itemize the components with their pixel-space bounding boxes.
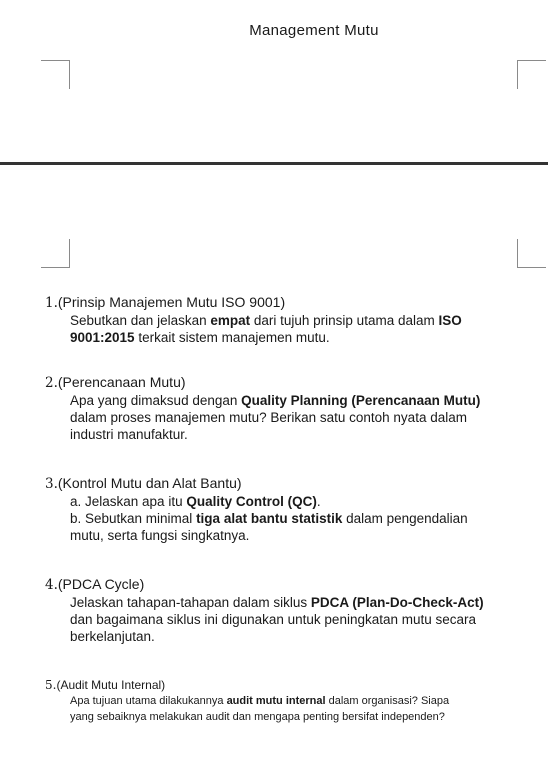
body-line: mutu, serta fungsi singkatnya. [70,528,250,543]
crop-mark-bottom-right [517,239,546,268]
body-line: berkelanjutan. [70,629,155,644]
question-body [70,594,515,645]
question-body [70,392,515,443]
question-title: (Perencanaan Mutu) [57,374,186,390]
page-break-divider [0,162,548,165]
question-body [70,493,515,544]
body-line: a. Jelaskan apa itu Quality Control (QC). [70,494,321,509]
question-heading [45,474,515,493]
crop-mark-top-right [517,60,546,89]
question-2 [45,373,515,443]
body-line: Sebutkan dan jelaskan empat dari tujuh prinsip utama dalam ISO [70,313,462,328]
question-number: 3. [45,476,58,492]
body-line: dan bagaimana siklus ini digunakan untuk peningkatan mutu secara [70,612,477,627]
question-body [70,312,515,346]
question-title: (PDCA Cycle) [57,576,145,592]
question-title: (Audit Mutu Internal) [56,678,166,692]
question-heading [45,677,515,693]
crop-mark-bottom-left [41,239,70,268]
question-title: (Prinsip Manajemen Mutu ISO 9001) [57,294,286,310]
question-body [70,693,515,725]
body-line: Apa yang dimaksud dengan Quality Planning (Perencanaan Mutu) [70,393,481,408]
body-line: dalam proses manajemen mutu? Berikan satu contoh nyata dalam [70,410,467,425]
question-3 [45,474,515,544]
question-number: 1. [45,295,58,311]
question-number: 4. [45,577,58,593]
body-line: b. Sebutkan minimal tiga alat bantu statistik dalam pengendalian [70,511,468,526]
question-number: 5. [45,678,57,692]
body-line: industri manufaktur. [70,427,188,442]
question-heading [45,373,515,392]
body-line: 9001:2015 terkait sistem manajemen mutu. [70,330,330,345]
question-heading [45,575,515,594]
page-header-title: Management Mutu [249,22,379,39]
question-number: 2. [45,375,58,391]
question-1 [45,293,515,346]
body-line: Jelaskan tahapan-tahapan dalam siklus PDCA (Plan-Do-Check-Act) [70,595,484,610]
body-line: yang sebaiknya melakukan audit dan mengapa penting bersifat independen? [70,711,445,723]
question-4 [45,575,515,645]
body-line: Apa tujuan utama dilakukannya audit mutu internal dalam organisasi? Siapa [70,695,450,707]
question-heading [45,293,515,312]
question-title: (Kontrol Mutu dan Alat Bantu) [57,475,242,491]
question-5 [45,677,515,725]
crop-mark-top-left [41,60,70,89]
